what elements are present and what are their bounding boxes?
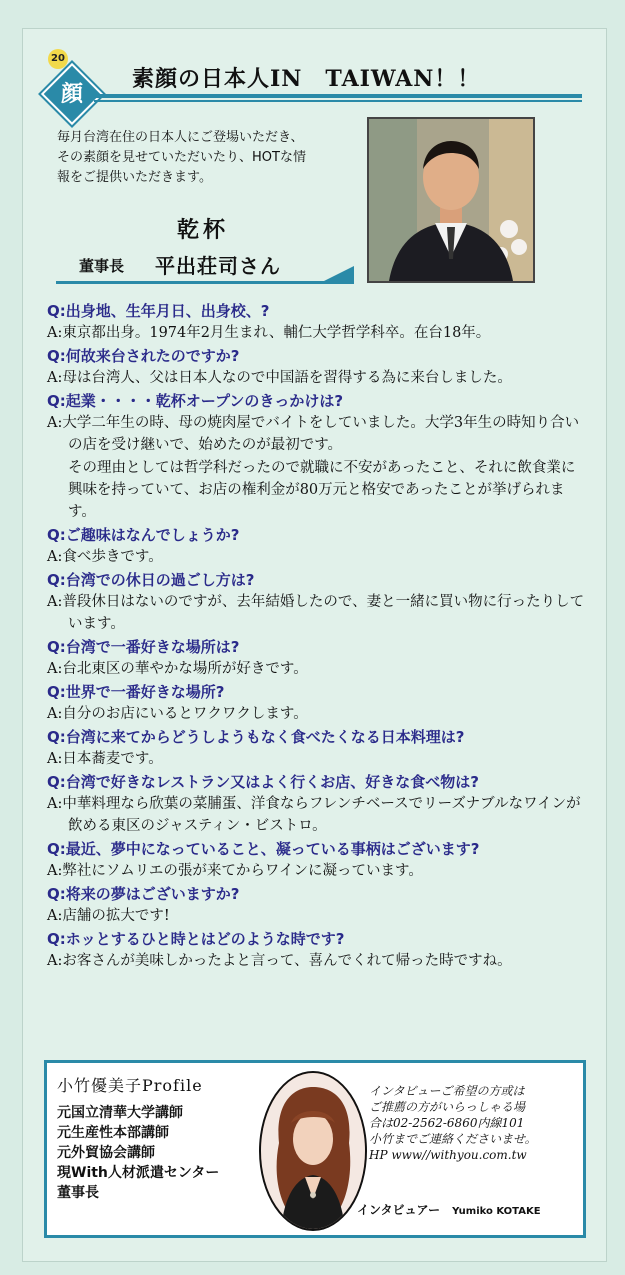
answer: A:お客さんが美味しかったよと言って、喜んでくれて帰った時ですね。 (47, 953, 512, 969)
page-title: 素顔の日本人IN TAIWAN！！ (132, 66, 481, 92)
answer: A:中華料理なら欣葉の菜脯蛋、洋食ならフレンチベースでリーズナブルなワインが飲める東区のジャスティン・ビストロ。 (47, 796, 581, 834)
question: Q:台湾での休日の過ごし方は? (47, 571, 255, 589)
interviewer-label: インタビュアー (357, 1203, 441, 1217)
person-name: 平出荘司さん (155, 254, 281, 278)
person-role: 董事長 (79, 257, 125, 275)
qa-section (47, 300, 587, 973)
profile-line: 現With人材派遣センター (57, 1165, 220, 1181)
profile-line: 董事長 (57, 1185, 99, 1201)
profile-line: 元外貿協会講師 (57, 1145, 155, 1161)
intro-text (57, 128, 357, 188)
contact-info (369, 1083, 579, 1163)
question: Q:何故来台されたのですか? (47, 347, 240, 365)
profile-line: 元生産性本部講師 (57, 1125, 169, 1141)
contact-line: 小竹までご連絡くださいませ。 (369, 1132, 537, 1146)
interviewee-photo (367, 117, 535, 283)
contact-line: HP www//withyou.com.tw (369, 1148, 527, 1162)
title-rule-thin (94, 100, 582, 102)
interviewer-name: Yumiko KOTAKE (452, 1206, 541, 1217)
page-number: 20 (48, 49, 68, 69)
intro-line: 報をご提供いただきます。 (57, 170, 212, 185)
profile-line: 元国立清華大学講師 (57, 1105, 183, 1121)
question: Q:起業・・・・乾杯オープンのきっかけは? (47, 392, 344, 410)
question: Q:台湾で好きなレストラン又はよく行くお店、好きな食べ物は? (47, 773, 480, 791)
interviewer-photo-illustration (261, 1073, 365, 1229)
intro-line: 毎月台湾在住の日本人にご登場いただき、 (57, 130, 304, 145)
answer: A:食べ歩きです。 (47, 549, 163, 565)
contact-line: インタビューご希望の方或は (369, 1084, 525, 1098)
interviewee-photo-illustration (369, 119, 533, 281)
question: Q:台湾で一番好きな場所は? (47, 638, 240, 656)
question: Q:台湾に来てからどうしようもなく食べたくなる日本料理は? (47, 728, 465, 746)
profile-title: 小竹優美子Profile (57, 1076, 203, 1095)
question: Q:ご趣味はなんでしょうか? (47, 526, 240, 544)
answer: A:母は台湾人、父は日本人なので中国語を習得する為に来台しました。 (47, 370, 512, 386)
name-underline-tip (318, 266, 354, 284)
interviewer-photo (259, 1071, 367, 1231)
answer: A:日本蕎麦です。 (47, 751, 163, 767)
title-rule (94, 94, 582, 98)
name-underline (56, 281, 346, 284)
answer: A:自分のお店にいるとワクワクします。 (47, 706, 308, 722)
contact-line: 合は02-2562-6860内線101 (369, 1116, 525, 1130)
kao-character: 顔 (60, 81, 83, 107)
profile-lines (57, 1103, 219, 1203)
answer-continued: その理由としては哲学科だったので就職に不安があったこと、それに飲食業に興味を持っていて、お店の権利金が80万元と格安であったことが挙げられます。 (68, 460, 576, 520)
answer: A:普段休日はないのですが、去年結婚したので、妻と一緒に買い物に行ったりしています。 (47, 594, 585, 632)
profile-box (44, 1060, 586, 1238)
company-name: 乾杯 (177, 217, 230, 243)
question: Q:出身地、生年月日、出身校、? (47, 302, 270, 320)
question: Q:将来の夢はございますか? (47, 885, 240, 903)
answer: A:大学二年生の時、母の焼肉屋でバイトをしていました。大学3年生の時知り合いの店を受け継いで、始めたのが最初です。 (47, 415, 580, 453)
answer: A:弊社にソムリエの張が来てからワインに凝っています。 (47, 863, 423, 879)
contact-line: ご推薦の方がいらっしゃる場 (369, 1100, 526, 1114)
question: Q:ホッとするひと時とはどのような時です? (47, 930, 345, 948)
answer: A:店舗の拡大です! (47, 908, 170, 924)
answer: A:東京都出身。1974年2月生まれ、輔仁大学哲学科卒。在台18年。 (47, 325, 491, 341)
intro-line: その素顔を見せていただいたり、HOTな情 (57, 150, 306, 165)
interviewer-credit (357, 1201, 541, 1218)
question: Q:最近、夢中になっていること、凝っている事柄はございます? (47, 840, 480, 858)
question: Q:世界で一番好きな場所? (47, 683, 225, 701)
answer: A:台北東区の華やかな場所が好きです。 (47, 661, 308, 677)
